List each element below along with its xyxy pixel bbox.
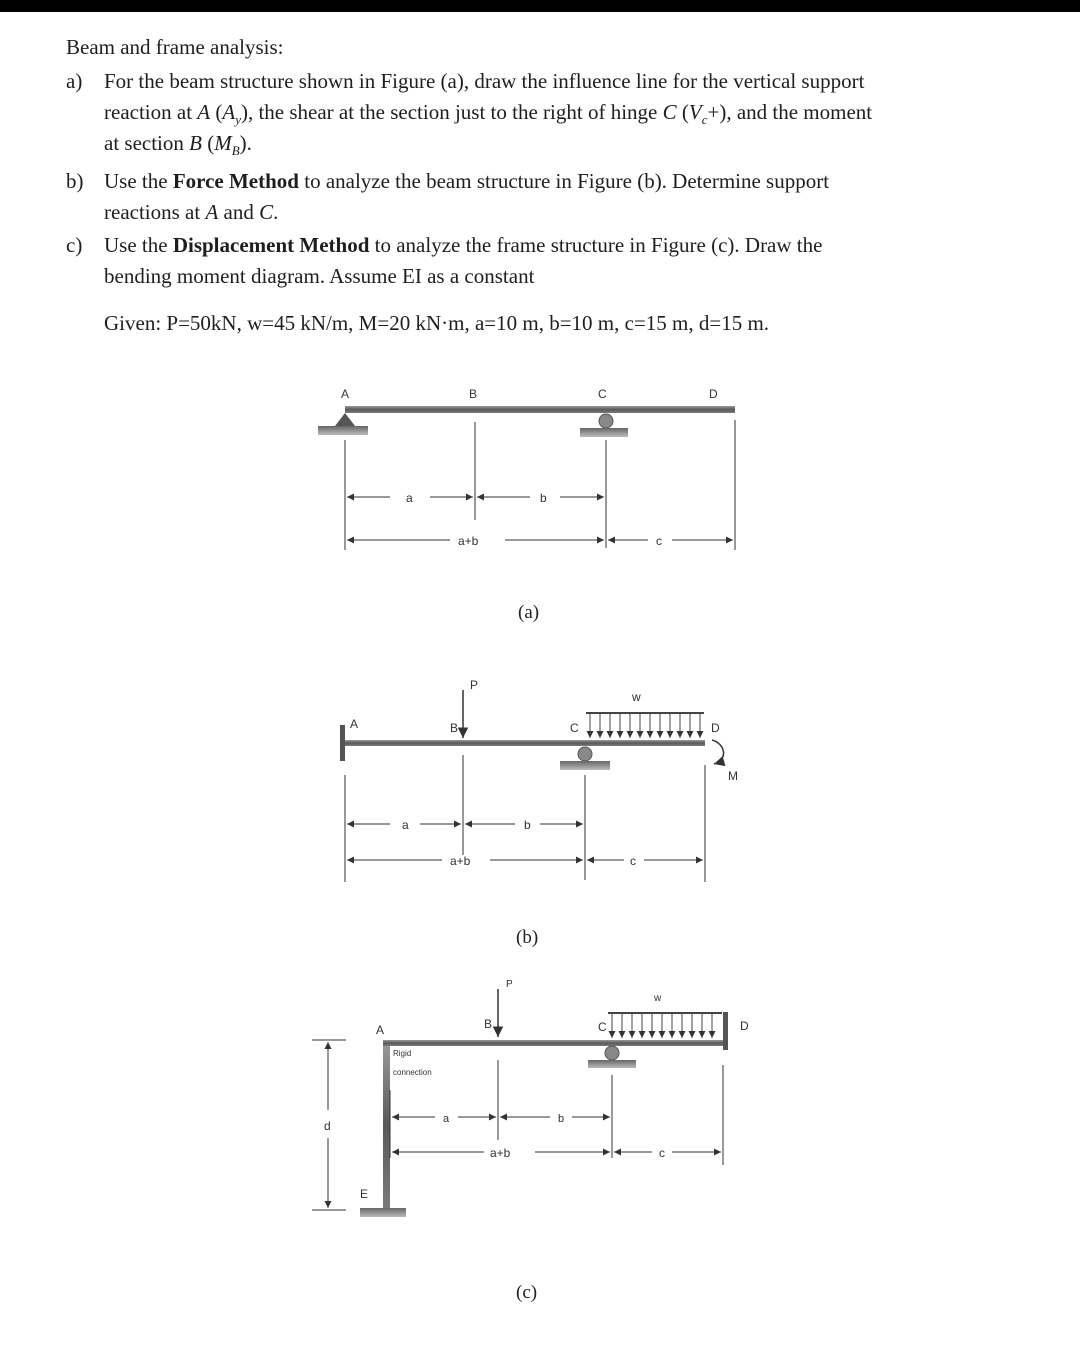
fig-c-udl-arrows [612, 1014, 712, 1038]
fig-c-roller-C [605, 1046, 619, 1060]
fig-b-udl-arrows [590, 714, 700, 738]
fig-a-pin-support-A [335, 413, 355, 426]
fig-a-dim-ab: a+b [458, 534, 479, 548]
fig-a-label-B: B [469, 387, 478, 401]
item-c-line2: bending moment diagram. Assume EI as a constant [104, 264, 535, 288]
item-c-marker: c) [66, 233, 83, 257]
fig-c-ground-C [588, 1060, 636, 1068]
fig-b-label-P: P [470, 678, 479, 692]
fig-c-label-A: A [376, 1023, 385, 1037]
item-b-line2: reactions at A and C. [104, 200, 279, 224]
fig-c-dim-b: b [558, 1113, 565, 1125]
given-values: Given: P=50kN, w=45 kN/m, M=20 kN·m, a=10 m, b=10 m, c=15 m, d=15 m. [104, 311, 770, 335]
fig-b-ground-C [560, 761, 610, 770]
problem-heading: Beam and frame analysis: [66, 35, 284, 59]
fig-b-label-w: w [632, 690, 641, 704]
fig-b-roller-C [578, 747, 592, 761]
fig-a-dim-a: a [406, 491, 413, 505]
fig-c-label-C: C [598, 1020, 607, 1034]
fig-b-udl-top [586, 712, 704, 714]
fig-b-fixed-support-A [340, 725, 345, 761]
fig-a-dim-c: c [656, 534, 662, 548]
fig-c-udl-top [608, 1012, 722, 1014]
item-c-line1: Use the Displacement Method to analyze the frame structure in Figure (c). Draw the [104, 233, 823, 257]
item-a-line3: at section B $(M_B)$. [104, 131, 252, 159]
fig-c-label-d: d [324, 1119, 331, 1133]
fig-b-label-D: D [711, 721, 720, 735]
figure-b [340, 678, 738, 948]
fig-b-dim-a: a [402, 818, 409, 832]
fig-a-dim-b: b [540, 491, 547, 505]
fig-b-caption: (b) [516, 927, 539, 948]
fig-a-label-D: D [709, 387, 718, 401]
fig-b-dim-ab: a+b [450, 854, 471, 868]
fig-c-fixed-support-D [723, 1012, 728, 1050]
fig-c-label-P: P [506, 979, 513, 990]
fig-c-column [383, 1040, 390, 1210]
fig-c-dim-c: c [659, 1146, 665, 1160]
fig-c-ground-E [360, 1208, 406, 1217]
item-a-line1: For the beam structure shown in Figure (a), draw the influence line for the vertical support [104, 69, 865, 93]
fig-a-ground-A [318, 426, 368, 435]
item-b-line1: Use the Force Method to analyze the beam structure in Figure (b). Determine support [104, 169, 830, 193]
item-a-line2: reaction at A $(A_y)$, the shear at the section just to the right of hinge C $(V_c+)$, and the moment [104, 100, 873, 128]
fig-c-label-D: D [740, 1019, 749, 1033]
fig-b-label-M: M [728, 769, 738, 783]
fig-b-dim-c: c [630, 854, 636, 868]
fig-a-roller-C [599, 414, 613, 428]
fig-b-label-B: B [450, 721, 459, 735]
fig-b-dim-b: b [524, 818, 531, 832]
fig-c-rigid-label-1: Rigid [393, 1049, 412, 1058]
fig-c-dim-ab: a+b [490, 1146, 511, 1160]
figure-c [312, 979, 749, 1303]
fig-c-rigid-label-2: connection [393, 1068, 432, 1077]
fig-c-caption: (c) [516, 1282, 538, 1303]
fig-a-ground-C [580, 428, 628, 437]
fig-a-caption: (a) [518, 602, 540, 623]
fig-c-beam [383, 1040, 723, 1046]
fig-c-dim-a: a [443, 1113, 450, 1125]
fig-a-label-A: A [341, 387, 350, 401]
item-a-marker: a) [66, 69, 83, 93]
fig-a-beam [345, 406, 735, 413]
fig-c-label-w: w [654, 993, 662, 1004]
fig-b-label-A: A [350, 717, 359, 731]
fig-a-label-C: C [598, 387, 607, 401]
fig-c-label-E: E [360, 1187, 369, 1201]
fig-b-beam [345, 740, 705, 746]
fig-c-label-B: B [484, 1017, 493, 1031]
fig-b-label-C: C [570, 721, 579, 735]
fig-b-moment-M [712, 740, 724, 764]
figure-a [318, 387, 735, 623]
item-b-marker: b) [66, 169, 84, 193]
